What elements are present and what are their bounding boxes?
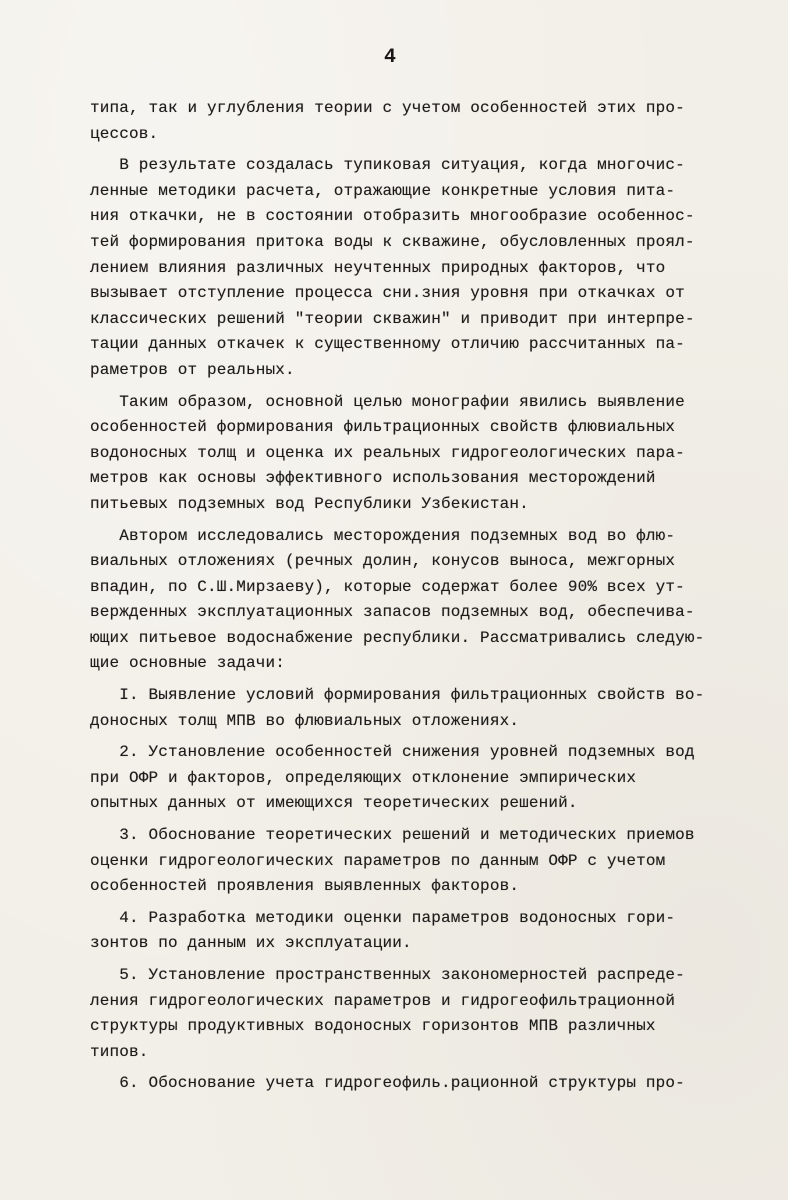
text-line: лением влияния различных неучтенных природных факторов, что	[90, 258, 666, 277]
text-line: при ОФР и факторов, определяющих отклонение эмпирических	[90, 768, 637, 787]
text-line: вызывает отступление процесса сни.зния уровня при откачках от	[90, 284, 685, 303]
text-line: типов.	[90, 1042, 149, 1061]
text-line: раметров от реальных.	[90, 360, 295, 379]
document-text	[90, 96, 750, 1097]
text-line: доносных толщ МПВ во флювиальных отложениях.	[90, 711, 520, 730]
text-line: тей формирования притока воды к скважине, обусловленных проял-	[90, 232, 695, 251]
text-line: питьевых подземных вод Республики Узбекистан.	[90, 494, 529, 513]
text-line: 2. Установление особенностей снижения уровней подземных вод	[90, 743, 695, 762]
text-line: В результате создалась тупиковая ситуация, когда многочис-	[90, 156, 685, 175]
text-line: цессов.	[90, 124, 159, 143]
text-line: ния откачки, не в состоянии отобразить многообразие особеннос-	[90, 207, 695, 226]
page-number: 4	[384, 46, 397, 69]
text-line: ления гидрогеологических параметров и гидрогеофильтрационной	[90, 991, 676, 1010]
text-line: щие основные задачи:	[90, 654, 286, 673]
text-line: структуры продуктивных водоносных горизонтов МПВ различных	[90, 1017, 656, 1036]
text-line: Автором исследовались месторождения подземных вод во флю-	[90, 526, 676, 545]
text-line: особенностей проявления выявленных факторов.	[90, 877, 520, 896]
text-line: особенностей формирования фильтрационных свойств флювиальных	[90, 418, 676, 437]
text-line: ленные методики расчета, отражающие конкретные условия пита-	[90, 181, 676, 200]
text-line: I. Выявление условий формирования фильтрационных свойств во-	[90, 686, 705, 705]
text-line: впадин, по С.Ш.Мирзаеву), которые содержат более 90% всех ут-	[90, 577, 685, 596]
text-line: зонтов по данным их эксплуатации.	[90, 934, 412, 953]
text-line: ющих питьевое водоснабжение республики. Рассматривались следую-	[90, 628, 705, 647]
text-line: опытных данных от имеющихся теоретических решений.	[90, 794, 578, 813]
text-line: 5. Установление пространственных закономерностей распреде-	[90, 966, 685, 984]
text-line: виальных отложениях (речных долин, конусов выноса, межгорных	[90, 552, 676, 571]
text-line: классических решений "теории скважин" и приводит при интерпре-	[90, 309, 695, 328]
text-line: 4. Разработка методики оценки параметров водоносных гори-	[90, 908, 676, 927]
text-line: типа, так и углубления теории с учетом особенностей этих про-	[90, 99, 685, 117]
text-line: вержденных эксплуатационных запасов подземных вод, обеспечива-	[90, 603, 695, 622]
text-line: тации данных откачек к существенному отличию рассчитанных па-	[90, 335, 685, 354]
text-line: 6. Обоснование учета гидрогеофиль.рационной структуры про-	[90, 1074, 685, 1093]
text-line: оценки гидрогеологических параметров по данным ОФР с учетом	[90, 851, 666, 870]
text-line: Таким образом, основной целью монографии явились выявление	[90, 392, 685, 411]
text-line: метров как основы эффективного использования месторождений	[90, 469, 656, 488]
text-line: 3. Обоснование теоретических решений и методических приемов	[90, 826, 695, 845]
text-line: водоносных толщ и оценка их реальных гидрогеологических пара-	[90, 443, 685, 462]
